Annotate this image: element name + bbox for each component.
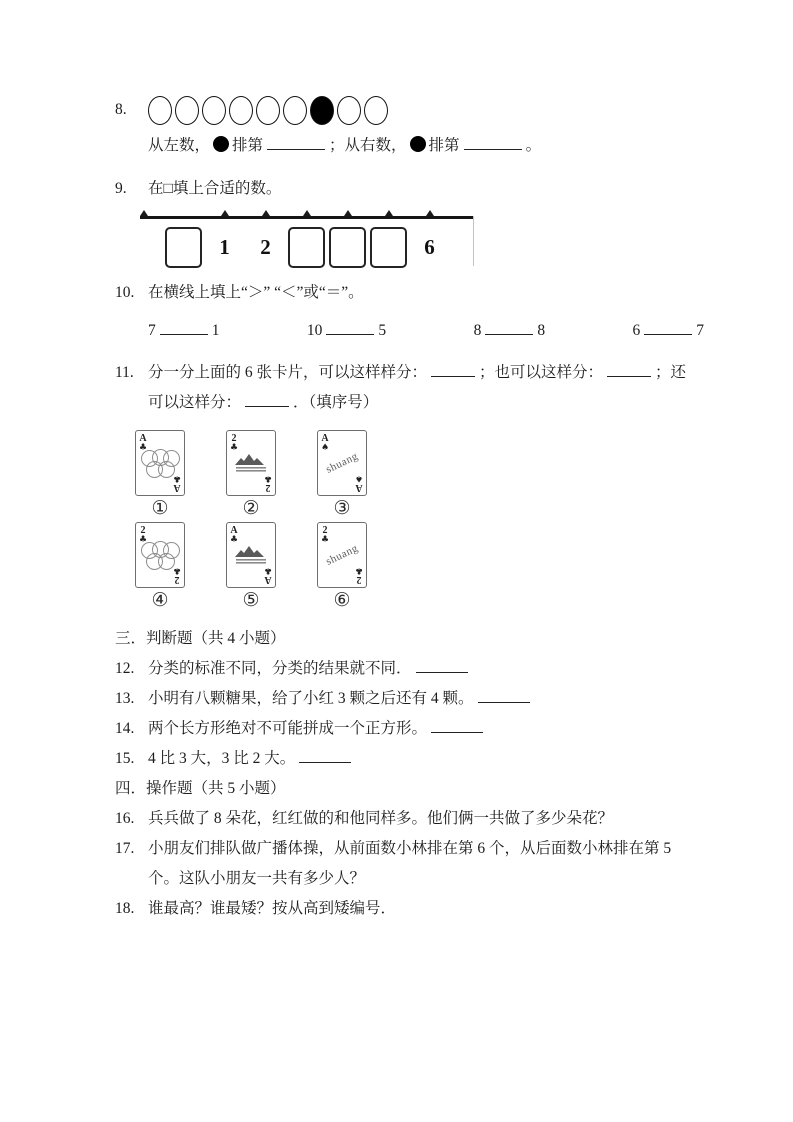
answer-blank (644, 319, 692, 335)
club-suit-icon: ♣ (354, 565, 363, 575)
number-line-cell (163, 226, 204, 268)
question-number: 15. (115, 750, 135, 767)
card-number-label: ⑥ (333, 589, 351, 611)
section-title: 三．判断题（共 4 小题） (115, 630, 286, 647)
answer-blank (416, 657, 468, 673)
card-cell-4 (135, 522, 185, 610)
answer-blank (299, 747, 351, 763)
left-number: 7 (148, 322, 156, 339)
answer-blank (464, 134, 522, 150)
circle-icon (229, 96, 253, 125)
card-rank: 2 (231, 433, 237, 444)
card-corner (264, 473, 272, 492)
circle-icon (364, 96, 388, 125)
card-row (135, 430, 738, 518)
filled-circle-icon (213, 136, 229, 152)
left-number: 10 (306, 322, 323, 339)
card-corner (173, 473, 181, 492)
club-suit-icon: ♣ (321, 535, 330, 545)
circle-sequence (148, 95, 388, 125)
comparison-pair (148, 318, 220, 344)
prompt-text: ；也可以这样分： (479, 364, 604, 381)
card-rank: A (230, 525, 238, 536)
playing-card-3 (317, 430, 367, 496)
scan-edge-line (473, 216, 474, 266)
question-number: 14. (115, 720, 135, 737)
question-number: 13. (115, 690, 135, 707)
club-suit-icon: ♣ (230, 443, 239, 453)
question-number: 8. (115, 101, 127, 118)
section-4-header (115, 774, 738, 804)
prompt-text: ．（填序号） (293, 394, 379, 411)
question-number: 16. (115, 810, 135, 827)
filled-circle-icon (410, 136, 426, 152)
question-14 (115, 714, 738, 744)
playing-card-2 (226, 430, 276, 496)
question-11 (115, 358, 738, 418)
card-corner (264, 565, 272, 584)
prompt-text: 小明有八颗糖果，给了小红 3 颗之后还有 4 颗。 (148, 690, 474, 707)
comparison-pairs (148, 318, 704, 344)
answer-blank (267, 134, 325, 150)
playing-card-5 (226, 522, 276, 588)
section-title: 四．操作题（共 5 小题） (115, 780, 286, 797)
number-line-cell (204, 226, 245, 268)
comparison-pair (632, 318, 704, 344)
number-label: 1 (219, 234, 230, 259)
question-12 (115, 654, 738, 684)
question-9 (115, 174, 738, 204)
question-8 (115, 95, 738, 125)
fill-in-box (329, 227, 366, 268)
tick-icon (303, 210, 311, 216)
number-line-cells (140, 226, 474, 268)
question-text: 小朋友们排队做广播体操，从前面数小林排在第 6 个，从后面数小林排在第 5 个。这队小朋友一共有多少人？ (148, 840, 672, 887)
card-rank: A (264, 574, 272, 585)
question-text: 谁最高？谁最矮？按从高到矮编号． (148, 900, 397, 917)
question-number: 18. (115, 900, 135, 917)
left-number: 8 (473, 322, 482, 339)
question-18 (115, 894, 738, 924)
answer-blank (326, 319, 374, 335)
question-13 (115, 684, 738, 714)
question-text: 在横线上填上“＞” “＜”或“＝”。 (148, 284, 364, 301)
card-row (135, 522, 738, 610)
tick-icon (221, 210, 229, 216)
right-number: 7 (696, 322, 704, 339)
fill-in-box (165, 227, 202, 268)
circle-icon (148, 96, 172, 125)
answer-blank (607, 361, 651, 377)
answer-blank (485, 319, 533, 335)
circle-icon (256, 96, 280, 125)
question-number: 17. (115, 840, 135, 857)
shuang-text: shuang (324, 542, 360, 568)
tick-icon (385, 210, 393, 216)
card-rank: 2 (265, 482, 271, 493)
filled-circle-icon (310, 96, 334, 125)
club-suit-icon: ♣ (139, 443, 148, 453)
section-3-header (115, 624, 738, 654)
number-line-graphic (140, 216, 474, 268)
question-text: 在□填上合适的数。 (148, 180, 282, 197)
question-17 (115, 834, 738, 894)
prompt-text: 排第 (428, 137, 460, 154)
number-label: 2 (260, 234, 271, 259)
question-text (148, 744, 696, 774)
card-rank: 2 (322, 525, 328, 536)
number-line-cell (409, 226, 450, 268)
circle-icon (202, 96, 226, 125)
answer-blank (478, 687, 530, 703)
club-suit-icon: ♣ (172, 473, 181, 483)
question-text: 兵兵做了 8 朵花，红红做的和他同样多。他们俩一共做了多少朵花？ (148, 810, 614, 827)
number-line (140, 216, 474, 219)
spade-suit-icon: ♠ (354, 473, 363, 483)
question-text (148, 684, 696, 714)
card-number-label: ④ (151, 589, 169, 611)
fill-in-box (370, 227, 407, 268)
comparison-pair (474, 318, 546, 344)
prompt-text: 4 比 3 大，3 比 2 大。 (148, 750, 296, 767)
number-line-cell (245, 226, 286, 268)
question-8-prompt (148, 134, 738, 158)
answer-blank (245, 391, 289, 407)
prompt-text: 两个长方形绝对不可能拼成一个正方形。 (148, 720, 428, 737)
circle-icon (283, 96, 307, 125)
question-10 (115, 278, 738, 308)
answer-blank (160, 319, 208, 335)
card-rank: 2 (140, 525, 146, 536)
card-cell-2 (226, 430, 276, 518)
prompt-text: 从左数， (148, 137, 211, 154)
card-corner (173, 565, 181, 584)
card-rank: 2 (356, 574, 362, 585)
number-line-cell (327, 226, 368, 268)
prompt-text: 分一分上面的 6 张卡片，可以这样样分： (148, 364, 428, 381)
spade-suit-icon: ♠ (321, 443, 330, 453)
prompt-text: ；从右数， (329, 137, 407, 154)
prompt-text: 排第 (232, 137, 264, 154)
right-number: 8 (537, 322, 546, 339)
card-corner (355, 473, 363, 492)
number-line-cell (368, 226, 409, 268)
tick-icon (344, 210, 352, 216)
question-number: 10. (115, 284, 135, 301)
card-number-label: ③ (333, 497, 351, 519)
right-number: 1 (211, 322, 220, 339)
circle-icon (175, 96, 199, 125)
prompt-text: 。 (525, 137, 542, 154)
answer-blank (431, 717, 483, 733)
question-text (148, 654, 696, 684)
playing-card-6 (317, 522, 367, 588)
card-number-label: ② (242, 497, 260, 519)
question-number: 12. (115, 660, 135, 677)
comparison-pair (307, 318, 386, 344)
question-16 (115, 804, 738, 834)
number-line-cell (286, 226, 327, 268)
card-rank: A (355, 482, 363, 493)
number-label: 6 (424, 234, 435, 259)
circle-icon (337, 96, 361, 125)
club-suit-icon: ♣ (139, 535, 148, 545)
club-suit-icon: ♣ (263, 473, 272, 483)
question-text (148, 714, 696, 744)
card-rank: 2 (174, 574, 180, 585)
club-suit-icon: ♣ (230, 535, 239, 545)
card-cell-5 (226, 522, 276, 610)
card-rank: A (139, 433, 147, 444)
tick-icon (140, 210, 148, 216)
card-corner (355, 565, 363, 584)
card-grid (135, 430, 738, 610)
question-number: 11. (115, 364, 134, 381)
playing-card-4 (135, 522, 185, 588)
question-text (148, 358, 696, 418)
club-suit-icon: ♣ (172, 565, 181, 575)
shuang-text: shuang (324, 450, 360, 476)
card-rank: A (321, 433, 329, 444)
right-number: 5 (378, 322, 387, 339)
prompt-text: 分类的标准不同，分类的结果就不同． (148, 660, 412, 677)
playing-card-1 (135, 430, 185, 496)
club-suit-icon: ♣ (263, 565, 272, 575)
card-cell-3 (317, 430, 367, 518)
tick-icon (426, 210, 434, 216)
question-number: 9. (115, 180, 127, 197)
left-number: 6 (632, 322, 641, 339)
card-number-label: ⑤ (242, 589, 260, 611)
card-rank: A (173, 482, 181, 493)
card-number-label: ① (151, 497, 169, 519)
prompt-text: ；还可以这样分： (148, 364, 687, 411)
tick-icon (262, 210, 270, 216)
card-cell-1 (135, 430, 185, 518)
question-15 (115, 744, 738, 774)
answer-blank (431, 361, 475, 377)
fill-in-box (288, 227, 325, 268)
card-cell-6 (317, 522, 367, 610)
